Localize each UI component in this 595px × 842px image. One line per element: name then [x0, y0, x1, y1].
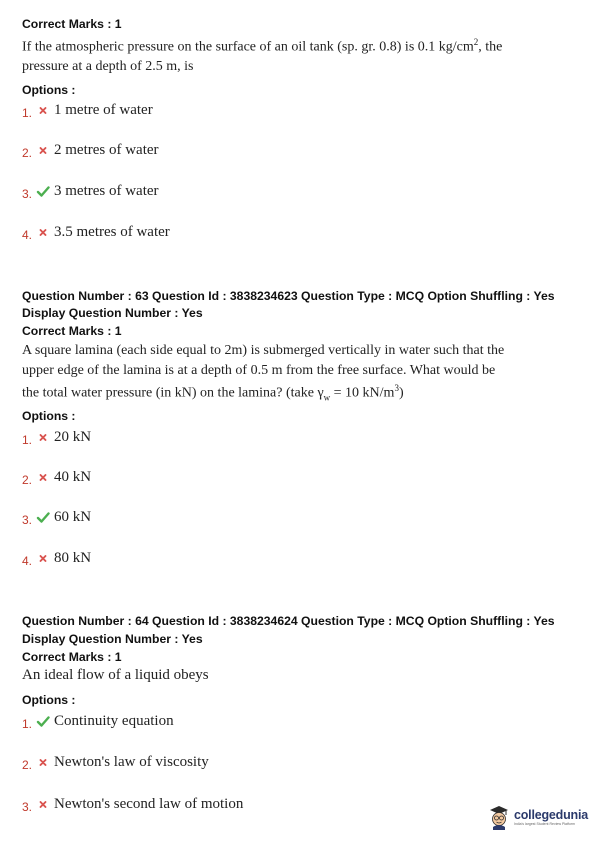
option-text: 1 metre of water [54, 101, 153, 118]
correct-check-icon [36, 714, 50, 728]
option-row [22, 794, 243, 814]
q62-options-label: Options : [22, 83, 76, 97]
q63-text-line1: A square lamina (each side equal to 2m) is submerged vertically in water such that the [22, 343, 505, 358]
q64-header-line1: Question Number : 64 Question Id : 3838234624 Question Type : MCQ Option Shuffling : Yes [22, 614, 555, 628]
option-text: 80 kN [54, 549, 92, 566]
wrong-cross-icon [36, 143, 50, 157]
collegedunia-logo [488, 800, 592, 834]
option-number: 2. [22, 472, 33, 487]
q63-text-line2: upper edge of the lamina is at a depth of 0.5 m from the free surface. What would be [22, 363, 496, 378]
wrong-cross-icon [36, 755, 50, 769]
q62-text-line1: If the atmospheric pressure on the surface of an oil tank (sp. gr. 0.8) is 0.1 $kg/cm^2$, the [22, 37, 503, 55]
option-text: 2 metres of water [54, 141, 159, 158]
correct-check-icon [36, 510, 50, 524]
wrong-cross-icon [36, 551, 50, 565]
option-number: 3. [22, 512, 33, 527]
q63-options-label: Options : [22, 409, 76, 423]
option-row [22, 507, 91, 527]
option-text: 60 kN [54, 508, 92, 525]
option-number: 3. [22, 186, 33, 201]
q62-text-line2: pressure at a depth of 2.5 m, is [22, 59, 194, 74]
wrong-cross-icon [36, 797, 50, 811]
q64-correct-marks: Correct Marks : 1 [22, 650, 122, 664]
q63-header-line1: Question Number : 63 Question Id : 3838234623 Question Type : MCQ Option Shuffling : Yes [22, 289, 555, 303]
option-row [22, 100, 153, 120]
option-row [22, 140, 159, 160]
option-row [22, 752, 209, 772]
option-text: 40 kN [54, 468, 92, 485]
option-text: Continuity equation [54, 712, 174, 729]
option-row [22, 427, 91, 447]
option-text: 3.5 metres of water [54, 223, 170, 240]
option-number: 1. [22, 105, 33, 120]
q62-correct-marks: Correct Marks : 1 [22, 17, 122, 31]
option-row [22, 711, 174, 731]
logo-tagline: India's largest Student Review Platform [514, 822, 575, 826]
logo-name: collegedunia [514, 808, 589, 822]
option-row [22, 467, 91, 487]
option-number: 1. [22, 432, 33, 447]
wrong-cross-icon [36, 225, 50, 239]
wrong-cross-icon [36, 470, 50, 484]
option-text: Newton's law of viscosity [54, 753, 209, 770]
option-text: 3 metres of water [54, 182, 159, 199]
option-number: 4. [22, 553, 33, 568]
option-number: 2. [22, 757, 33, 772]
option-row [22, 181, 159, 201]
q63-text-line3: the total water pressure (in kN) on the lamina? (take $\gamma_w = 10$ $kN/m^3$) [22, 383, 404, 403]
option-row [22, 548, 91, 568]
option-number: 1. [22, 716, 33, 731]
option-text: Newton's second law of motion [54, 795, 244, 812]
option-number: 4. [22, 227, 33, 242]
option-number: 2. [22, 145, 33, 160]
q64-text-line1: An ideal flow of a liquid obeys [22, 667, 209, 683]
option-number: 3. [22, 799, 33, 814]
q64-header-line2: Display Question Number : Yes [22, 632, 203, 646]
correct-check-icon [36, 184, 50, 198]
q63-correct-marks: Correct Marks : 1 [22, 324, 122, 338]
student-mascot-icon [488, 804, 510, 830]
q64-options-label: Options : [22, 693, 76, 707]
option-row [22, 222, 170, 242]
wrong-cross-icon [36, 103, 50, 117]
option-text: 20 kN [54, 428, 92, 445]
wrong-cross-icon [36, 430, 50, 444]
q63-header-line2: Display Question Number : Yes [22, 306, 203, 320]
